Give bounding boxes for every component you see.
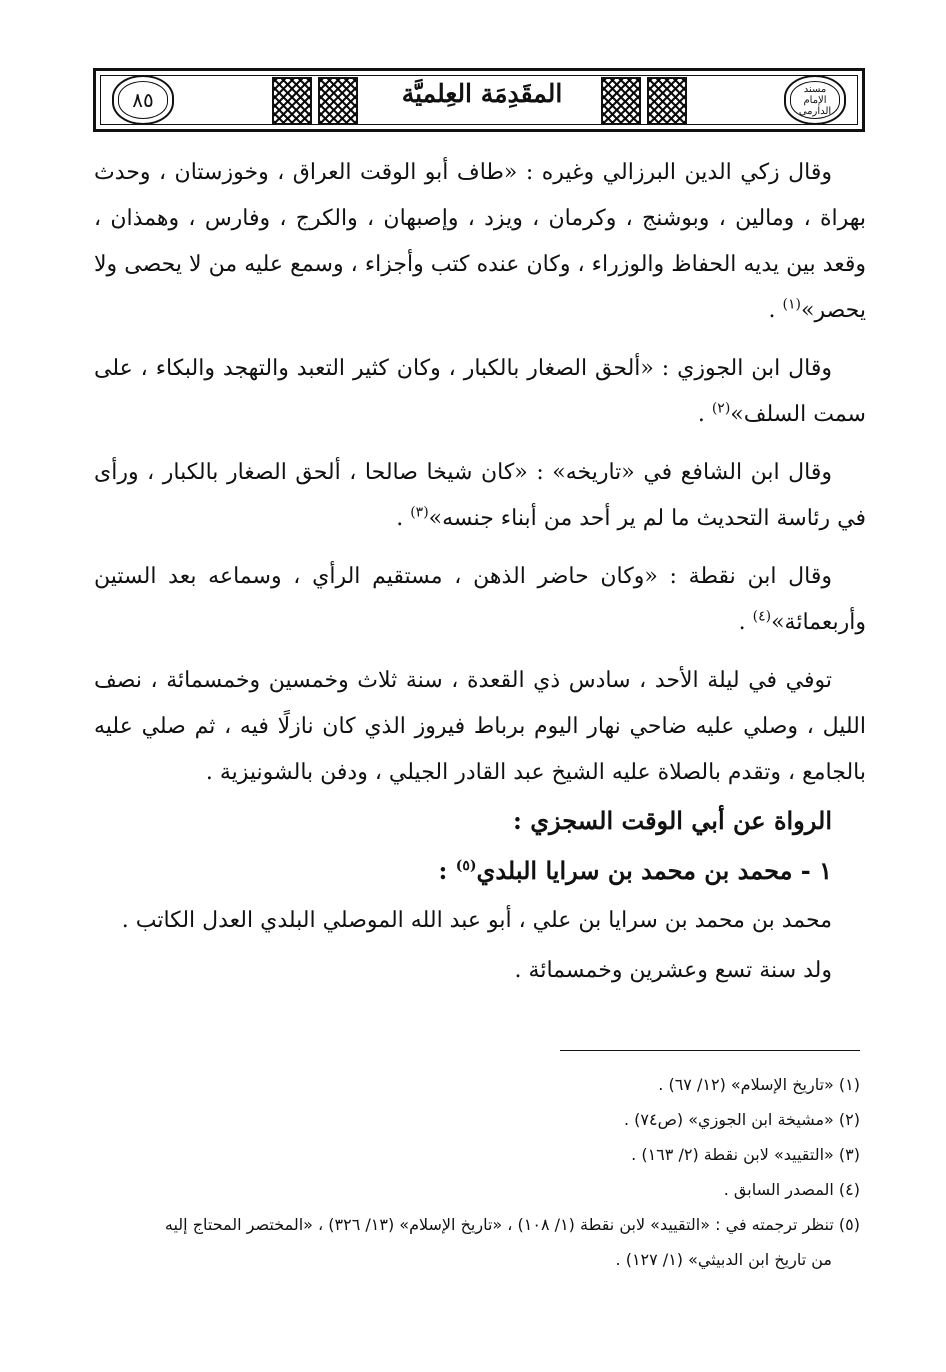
footnote-mark: (٣) — [410, 504, 429, 521]
footnote: (٢) «مشيخة ابن الجوزي» (ص٧٤) . — [623, 1110, 860, 1129]
main-text — [94, 150, 866, 996]
body-line: محمد بن محمد بن سرايا بن علي ، أبو عبد الله الموصلي البلدي العدل الكاتب . — [121, 908, 832, 933]
page-number: ٨٥ — [132, 88, 154, 112]
ornament-icon — [647, 77, 687, 125]
footnote: (٣) «التقييد» لابن نقطة (٢/ ١٦٣) . — [631, 1145, 860, 1164]
footnote-mark: (٥) — [455, 858, 477, 874]
paragraph: توفي في ليلة الأحد ، سادس ذي القعدة ، سنة ثلاث وخمسين وخمسمائة ، نصف الليل ، وصلي عليه ضاحي نهار اليوم برباط فيروز الذي كان نازلًا فيه ، ثم صلي عليه بالجامع ، وتقدم بالصلاة عليه الشيخ عبد القادر الجيلي ، ودفن بالشونيزية . — [94, 668, 866, 785]
footnote-mark: (٤) — [752, 608, 772, 625]
footnote: (٥) تنظر ترجمته في : «التقييد» لابن نقطة (١/ ١٠٨) ، «تاريخ الإسلام» (١٣/ ٣٢٦) ، «المختصر المحتاج إليه من تاريخ ابن الدبيثي» (١/ ١٢٧) . — [80, 1207, 860, 1277]
footnotes — [80, 1067, 860, 1277]
footnote-continuation: من تاريخ ابن الدبيثي» (١/ ١٢٧) . — [615, 1250, 832, 1269]
seal-text: مسند الإمام الدارمي — [798, 83, 832, 117]
footnote-mark: (١) — [782, 296, 801, 313]
paragraph: وقال ابن الجوزي : «ألحق الصغار بالكبار ، وكان كثير التعبد والتهجد والبكاء ، على سمت السلف»$^{(٢)}$ . — [94, 356, 866, 427]
paragraph: وقال زكي الدين البرزالي وغيره : «طاف أبو الوقت العراق ، وخوزستان ، وحدث بهراة ، ومالين ، وبوشنج ، وكرمان ، ويزد ، وإصبهان ، والكرج ، وفارس ، وهمذان ، وقعد بين يديه الحفاظ والوزراء ، وكان عنده كتب وأجزاء ، وسمع عليه من لا يحصى ولا يحصر»$^{(١)}$ . — [94, 160, 867, 323]
paragraph: وقال ابن نقطة : «وكان حاضر الذهن ، مستقيم الرأي ، وسماعه بعد الستين وأربعمائة»$^{(٤)}$ . — [94, 564, 866, 635]
footnote: (٤) المصدر السابق . — [723, 1180, 860, 1199]
ornament-icon — [601, 77, 641, 125]
paragraph: وقال ابن الشافع في «تاريخه» : «كان شيخا صالحا ، ألحق الصغار بالكبار ، ورأى في رئاسة التحديث ما لم ير أحد من أبناء جنسه»$^{(٣)}$ . — [94, 460, 866, 531]
subsection-heading: ١ - محمد بن محمد بن سرايا البلدي$^{(٥)}$ : — [438, 856, 832, 885]
footnote-mark: (٢) — [711, 400, 731, 417]
page-number-medallion — [112, 75, 174, 125]
footnote: (١) «تاريخ الإسلام» (١٢/ ٦٧) . — [658, 1075, 860, 1094]
ornament-icon — [318, 77, 358, 125]
running-header — [93, 68, 865, 132]
ornament-icon — [272, 77, 312, 125]
section-heading: الرواة عن أبي الوقت السجزي : — [513, 806, 832, 835]
running-head-title: المقَدِمَة العِلميَّة — [401, 79, 563, 108]
body-line: ولد سنة تسع وعشرين وخمسمائة . — [514, 958, 832, 983]
footnote-rule — [560, 1050, 860, 1051]
seal-medallion — [784, 75, 846, 125]
